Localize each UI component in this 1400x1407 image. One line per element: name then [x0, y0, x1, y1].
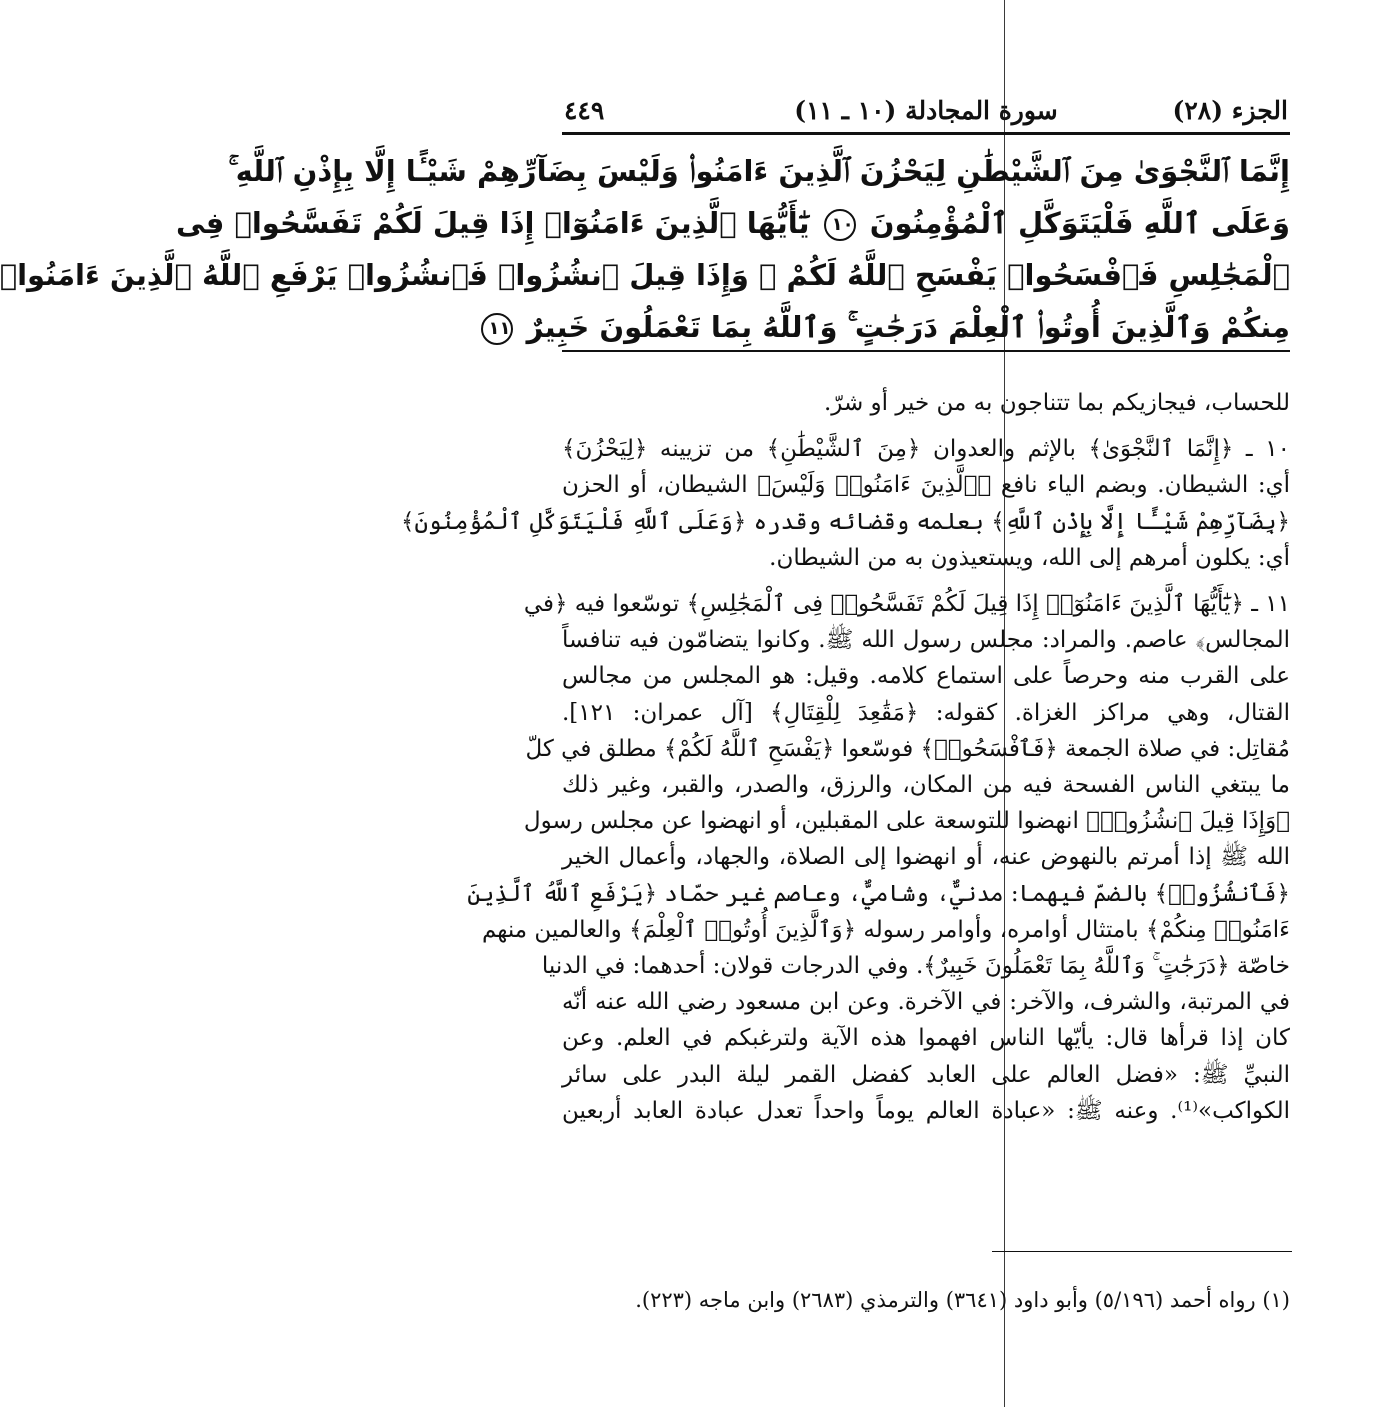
verse-line	[228, 145, 1290, 197]
verse-text: ٱلْمَجَٰلِسِ فَٱفْسَحُوا۟ يَفْسَحِ ٱللَّهُ لَكُمْ ۖ وَإِذَا قِيلَ ٱنشُزُوا۟ فَٱنشُزُوا۟ يَرْفَعِ ٱللَّهُ ٱلَّذِينَ ءَامَنُوا۟	[0, 258, 1290, 292]
commentary-line: ءَامَنُوا۟ مِنكُمْ﴾ بامتثال أوامره، وأوامر رسوله ﴿وَٱلَّذِينَ أُوتُوا۟ ٱلْعِلْمَ﴾ والعالمين منهم	[481, 916, 1290, 943]
ayah-number-marker: ١١	[481, 313, 513, 345]
page-header	[564, 92, 1288, 128]
commentary-line: القتال، وهي مراكز الغزاة. كقوله: ﴿مَقَٰعِدَ لِلْقِتَالِ﴾ [آل عمران: ١٢١].	[562, 699, 1290, 726]
verse-text: يَٰٓأَيُّهَا ٱلَّذِينَ ءَامَنُوٓا۟ إِذَا قِيلَ لَكُمْ تَفَسَّحُوا۟ فِى	[176, 206, 810, 240]
commentary-line: ١١ ـ ﴿يَٰٓأَيُّهَا ٱلَّذِينَ ءَامَنُوٓا۟ إِذَا قِيلَ لَكُمْ تَفَسَّحُوا۟ فِى ٱلْمَجَٰلِسِ﴾ توسّعوا فيه ﴿في	[523, 591, 1290, 618]
verses-rule	[562, 350, 1290, 352]
verse-line	[176, 197, 1290, 249]
footnote: (١) رواه أحمد (٥/١٩٦) وأبو داود (٣٦٤١) والترمذي (٢٦٨٣) وابن ماجه (٢٢٣).	[635, 1288, 1290, 1312]
commentary-line: ١٠ ـ ﴿إِنَّمَا ٱلنَّجْوَىٰ﴾ بالإثم والعدوان ﴿مِنَ ٱلشَّيْطَٰنِ﴾ من تزيينه ﴿لِيَحْزُنَ﴾	[562, 436, 1290, 463]
quran-verses	[0, 145, 1290, 353]
commentary-line: مُقاتِل: في صلاة الجمعة ﴿فَٱفْسَحُوا۟﴾ فوسّعوا ﴿يَفْسَحِ ٱللَّهُ لَكُمْ﴾ مطلق في كلّ	[525, 735, 1290, 762]
ayah-number-marker: ١٠	[824, 209, 856, 241]
commentary-line: أي: يكلون أمرهم إلى الله، ويستعيذون به من الشيطان.	[769, 544, 1290, 571]
surah-title: سورة المجادلة (١٠ ـ ١١)	[794, 95, 1058, 125]
verse-line	[0, 249, 1290, 301]
commentary-line: خاصّة ﴿دَرَجَٰتٍ ۚ وَٱللَّهُ بِمَا تَعْمَلُونَ خَبِيرٌ﴾. وفي الدرجات قولان: أحدهما: في الدنيا	[541, 953, 1290, 980]
juz-label: الجزء (٢٨)	[1172, 95, 1288, 125]
commentary-line: ﴿وَإِذَا قِيلَ ٱنشُزُوا۟﴾ انهضوا للتوسعة على المقبلين، أو انهضوا عن مجلس رسول	[523, 808, 1290, 835]
commentary-line: كان إذا قرأها قال: يأيّها الناس افهموا هذه الآية ولترغبكم في العلم. وعن	[562, 1025, 1290, 1052]
paragraph-gap	[562, 576, 1290, 586]
commentary-line: على القرب منه وحرصاً على استماع كلامه. وقيل: هو المجلس من مجالس	[562, 663, 1290, 690]
verse-text: وَعَلَى ٱللَّهِ فَلْيَتَوَكَّلِ ٱلْمُؤْمِنُونَ	[869, 206, 1290, 240]
commentary-line: النبيِّ ﷺ: «فضل العالم على العابد كفضل القمر ليلة البدر على سائر	[562, 1061, 1290, 1088]
commentary-line: للحساب، فيجازيكم بما تتناجون به من خير أو شرّ.	[823, 390, 1290, 416]
page-number: ٤٤٩	[564, 95, 605, 125]
footnote-rule	[992, 1251, 1292, 1252]
verse-text: مِنكُمْ وَٱلَّذِينَ أُوتُوا۟ ٱلْعِلْمَ دَرَجَٰتٍ ۚ وَٱللَّهُ بِمَا تَعْمَلُونَ خَبِيرٌ	[526, 310, 1290, 344]
header-rule	[562, 132, 1290, 135]
verse-text: إِنَّمَا ٱلنَّجْوَىٰ مِنَ ٱلشَّيْطَٰنِ لِيَحْزُنَ ٱلَّذِينَ ءَامَنُوا۟ وَلَيْسَ بِضَآرِّهِمْ شَيْـًٔا إِلَّا بِإِذْنِ ٱللَّهِ ۚ	[228, 154, 1290, 188]
commentary-line: ﴿بِضَآرِّهِمْ شَيْـًٔا إِلَّا بِإِذْنِ ٱللَّهِ﴾ بعلمه وقضائه وقدره ﴿وَعَلَى ٱللَّهِ فَلْيَتَوَكَّلِ ٱلْمُؤْمِنُونَ﴾	[400, 508, 1290, 535]
commentary-line: ما يبتغي الناس الفسحة فيه من المكان، والرزق، والصدر، والقبر، وغير ذلك	[562, 772, 1290, 799]
commentary-line: في المرتبة، والشرف، والآخر: في الآخرة. وعن ابن مسعود رضي الله عنه أنّه	[562, 989, 1290, 1016]
paragraph-gap	[562, 421, 1290, 431]
commentary-line: المجالس﴾ عاصم. والمراد: مجلس رسول الله ﷺ. وكانوا يتضامّون فيه تنافساً	[562, 627, 1290, 654]
commentary-line: أي: الشيطان. وبضم الياء نافع ﴿ٱلَّذِينَ ءَامَنُوا۟ وَلَيْسَ﴾ الشيطان، أو الحزن	[562, 472, 1290, 499]
commentary-line: الله ﷺ إذا أمرتم بالنهوض عنه، أو انهضوا إلى الصلاة، والجهاد، وأعمال الخير	[562, 844, 1290, 871]
commentary-line: الكواكب»⁽¹⁾. وعنه ﷺ: «عبادة العالم يوماً واحداً تعدل عبادة العابد أربعين	[562, 1097, 1290, 1124]
tafsir-commentary	[400, 385, 1290, 1129]
verse-line	[488, 301, 1290, 353]
commentary-line: ﴿فَٱنشُزُوا۟﴾ بالضمّ فيهما: مدنيٌّ، وشاميٌّ، وعاصم غير حمّاد ﴿يَرْفَعِ ٱللَّهُ ٱلَّذِينَ	[467, 880, 1290, 907]
